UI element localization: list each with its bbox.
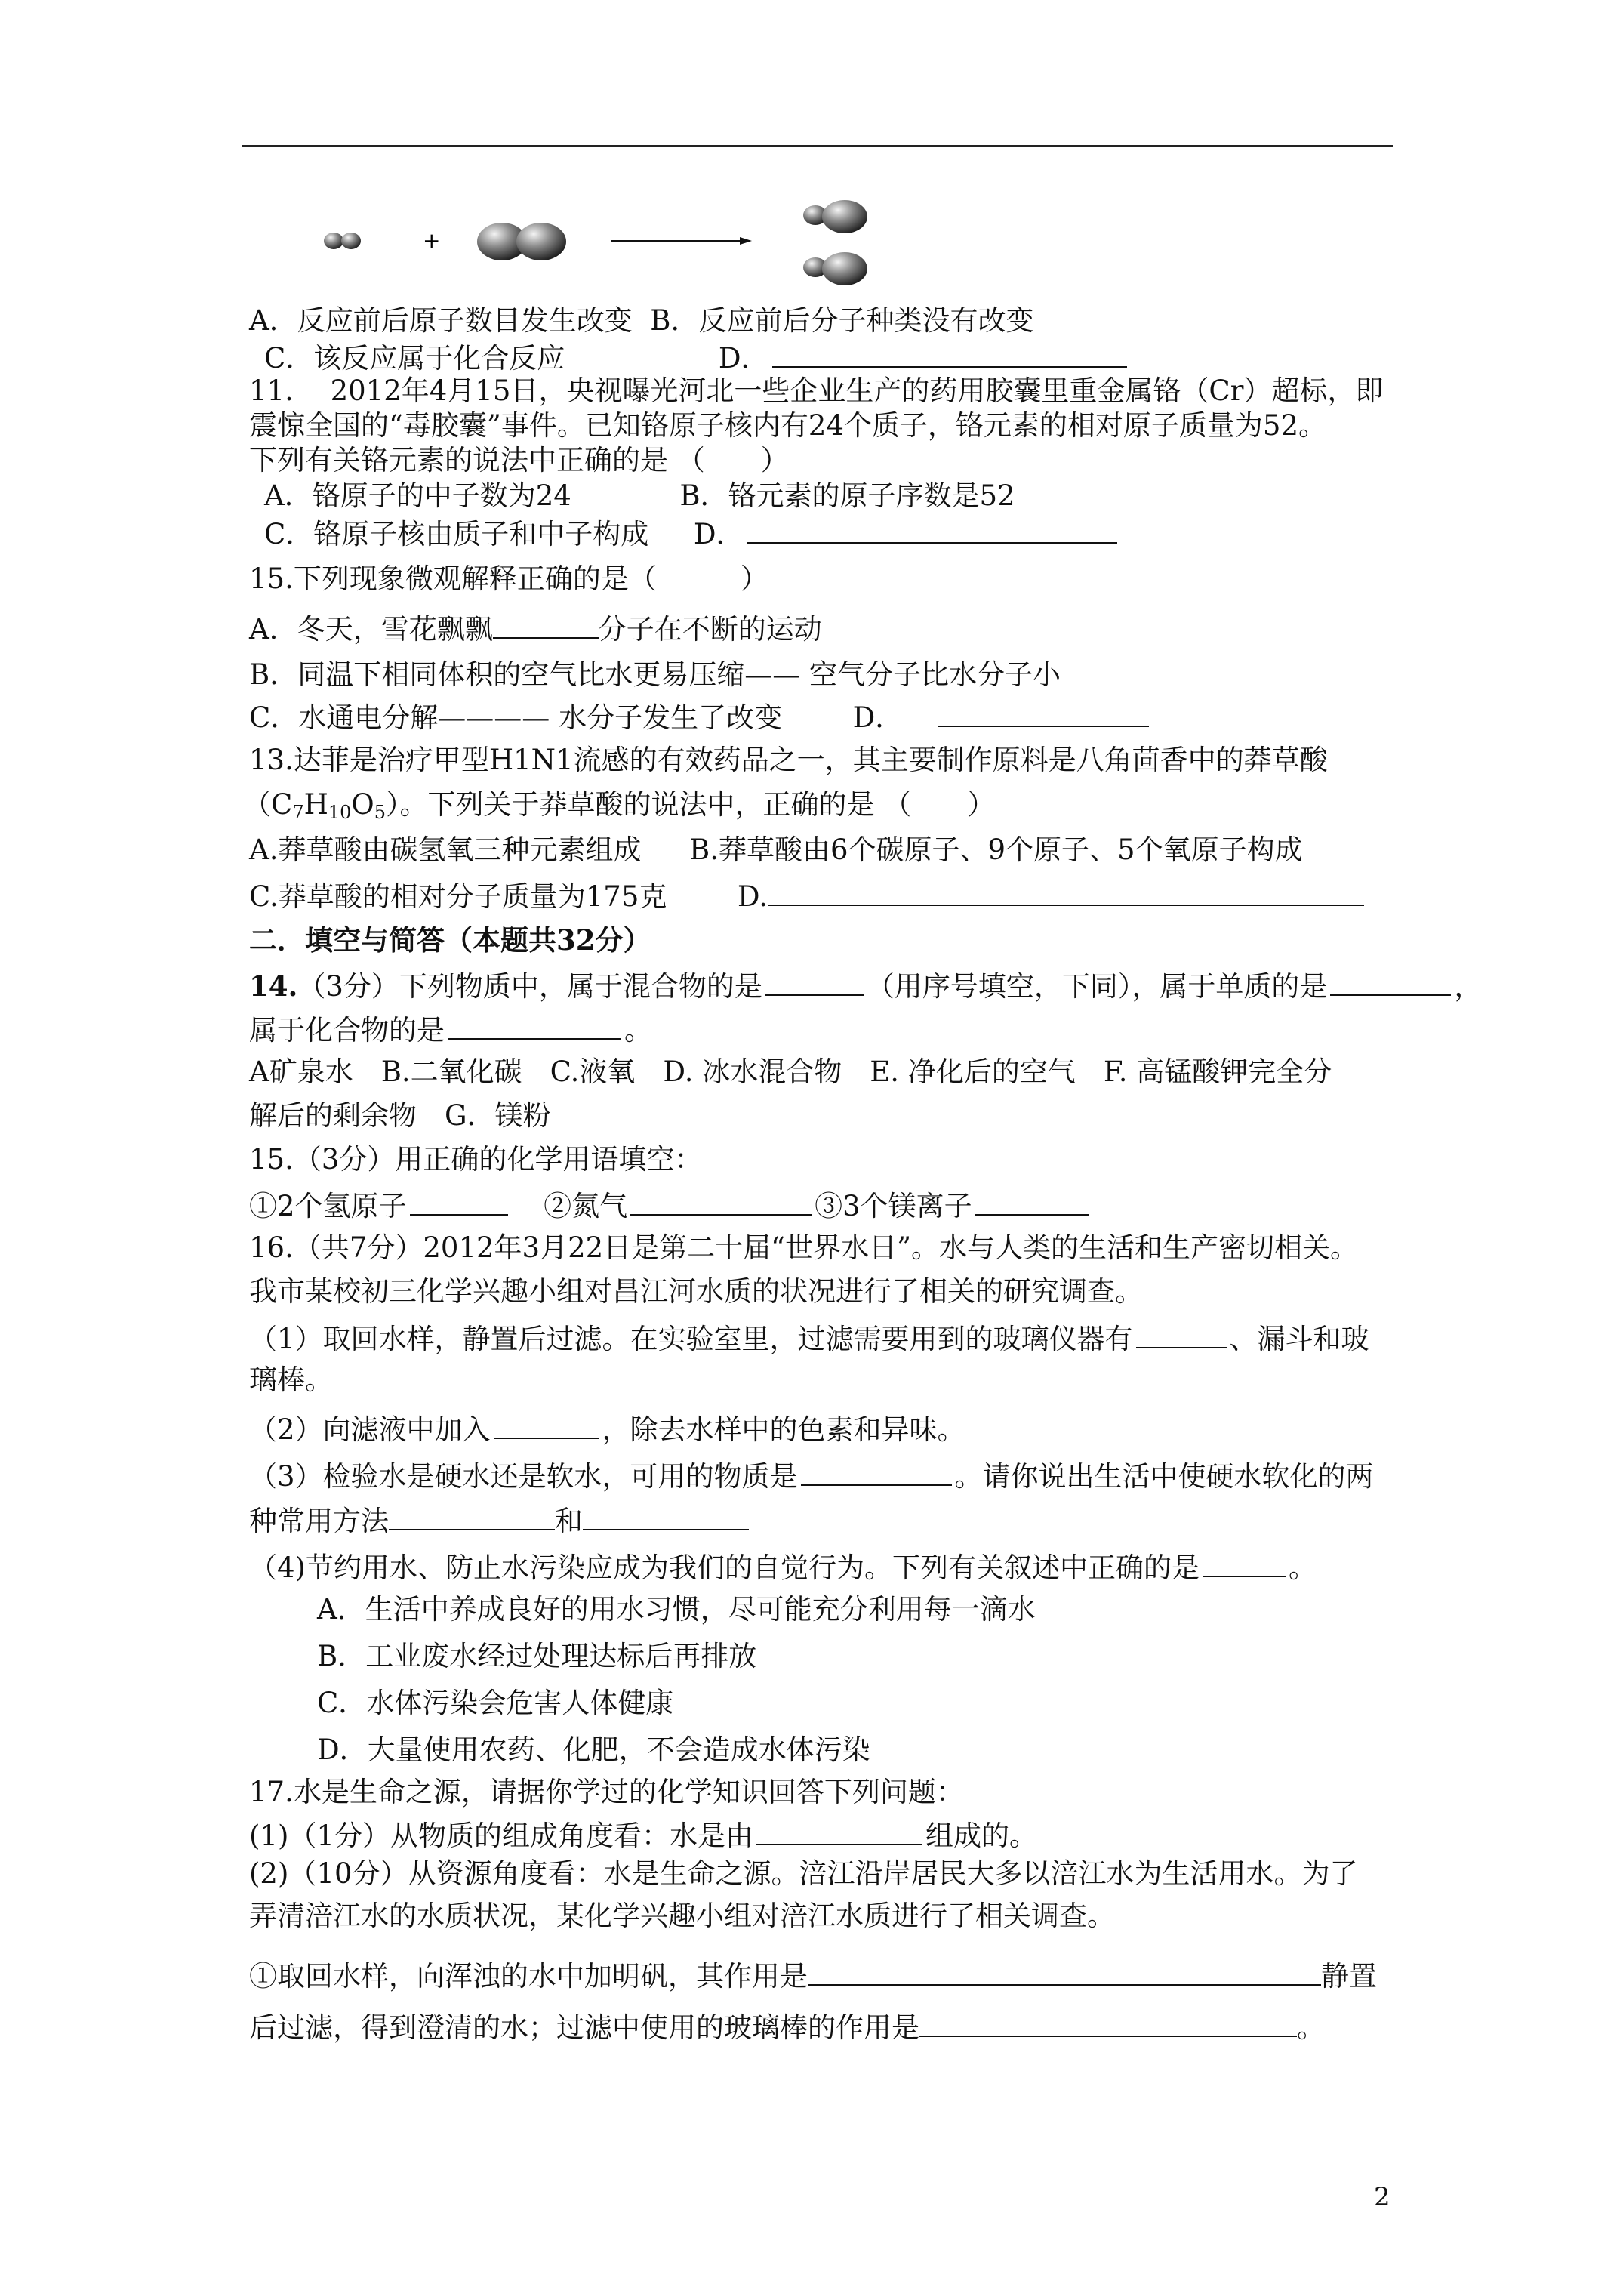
q13-line2 — [243, 788, 995, 829]
q17-s1-text: (1)（1分）从物质的组成角度看：水是由 — [249, 1820, 753, 1852]
q15b-blank-3[interactable] — [975, 1187, 1089, 1216]
q17-c1-end: 。 — [1297, 2011, 1325, 2044]
q11-blank-d[interactable] — [747, 515, 1117, 544]
q17-s1-line — [249, 1817, 1037, 1853]
q16-blank-3[interactable] — [801, 1457, 952, 1486]
q15a-option-a — [249, 610, 822, 646]
header-rule — [242, 145, 1393, 147]
q13-formula-o: O — [351, 788, 374, 821]
q13-blank-d[interactable] — [768, 877, 1364, 906]
q13-line1: 13.达菲是治疗甲型H1N1流感的有效药品之一，其主要制作原料是八角茴香中的莽草酸 — [249, 744, 1328, 776]
q11-ab-line — [264, 479, 1015, 513]
plus-sign: + — [423, 228, 441, 253]
q11-option-a: A．铬原子的中子数为24 — [264, 479, 571, 512]
q16-s2-text-b: ，除去水样中的色素和异味。 — [602, 1413, 965, 1446]
product-molecule-1 — [803, 200, 867, 233]
q17-stem: 17.水是生命之源，请据你学过的化学知识回答下列问题： — [249, 1776, 964, 1808]
q16-option-d: D．大量使用农药、化肥，不会造成水体污染 — [317, 1734, 870, 1766]
q10-option-a-line — [249, 304, 1033, 337]
q13-formula-post: ）。下列关于莽草酸的说法中，正确的是 （ ） — [386, 788, 996, 821]
q15b-part-1: ①2个氢原子 — [249, 1190, 407, 1222]
q16-s1-line — [249, 1320, 1369, 1356]
q14-text-4: 属于化合物的是 — [249, 1014, 445, 1046]
q13-formula-h: H — [303, 788, 328, 821]
q17-c1-line — [249, 1957, 1377, 1993]
q11-cd-line — [264, 515, 1120, 551]
q14-number: 14. — [249, 969, 298, 1003]
q16-s3-text-d: 和 — [555, 1505, 583, 1537]
q15a-option-d: D． — [852, 701, 904, 734]
q16-line1: 16.（共7分）2012年3月22日是第二十届“世界水日”。水与人类的生活和生产密切相关。 — [249, 1231, 1358, 1264]
large-molecule — [477, 223, 566, 260]
q16-blank-4[interactable] — [389, 1502, 555, 1530]
q14-options-1: A矿泉水 B.二氧化碳 C.液氧 D. 冰水混合物 E. 净化后的空气 F. 高锰酸钾完全分 — [249, 1056, 1332, 1088]
q16-s1-text: （1）取回水样，静置后过滤。在实验室里，过滤需要用到的玻璃仪器有 — [249, 1323, 1133, 1355]
q11-option-d: D． — [693, 518, 744, 550]
q15b-blank-1[interactable] — [410, 1187, 508, 1216]
q15a-option-b: B．同温下相同体积的空气比水更易压缩—— 空气分子比水分子小 — [249, 658, 1061, 691]
q14-text-1: （3分）下列物质中，属于混合物的是 — [297, 970, 762, 1003]
small-molecule — [324, 233, 361, 249]
section2-title: 二．填空与简答（本题共32分） — [249, 923, 651, 957]
q17-c1-cont — [249, 2008, 1325, 2045]
q15a-option-c: C．水通电分解———— 水分子发生了改变 — [249, 701, 783, 734]
q16-s3-line — [249, 1457, 1374, 1493]
q10-blank-d[interactable] — [772, 339, 1127, 368]
q17-blank-1[interactable] — [756, 1817, 922, 1845]
q14-blank-mixture[interactable] — [765, 967, 864, 996]
q16-option-b: B．工业废水经过处理达标后再排放 — [317, 1640, 757, 1672]
q16-option-a: A．生活中养成良好的用水习惯，尽可能充分利用每一滴水 — [317, 1593, 1036, 1626]
q16-s4-end: 。 — [1288, 1552, 1317, 1584]
q15a-option-a-explain: 分子在不断的运动 — [598, 613, 822, 646]
q15b-blank-2[interactable] — [630, 1187, 812, 1216]
q13-option-c: C.莽草酸的相对分子质量为175克 — [249, 880, 667, 913]
q16-s3-cont — [249, 1502, 749, 1538]
q17-s2-line2: 弄清涪江水的水质状况，某化学兴趣小组对涪江水质进行了相关调查。 — [249, 1900, 1115, 1932]
q13-cd-line — [249, 877, 1364, 914]
q13-formula-c: （C — [243, 788, 293, 821]
q16-option-c: C．水体污染会危害人体健康 — [317, 1687, 674, 1719]
q15b-part-3: ③3个镁离子 — [815, 1190, 972, 1222]
q17-s2-line1: (2)（10分）从资源角度看：水是生命之源。涪江沿岸居民大多以涪江水为生活用水。为了 — [249, 1857, 1358, 1890]
reaction-diagram — [317, 200, 891, 291]
q16-blank-6[interactable] — [1203, 1549, 1286, 1577]
q10-option-b: B．反应前后分子种类没有改变 — [650, 304, 1034, 337]
q10-option-c: C．该反应属于化合反应 — [264, 342, 565, 374]
q16-s2-text: （2）向滤液中加入 — [249, 1413, 491, 1446]
q15b-line — [249, 1187, 1092, 1223]
product-molecule-2 — [803, 252, 867, 285]
q15b-part-2: ②氮气 — [544, 1190, 628, 1222]
q14-line2 — [249, 1011, 652, 1047]
q11-line1: 11. 2012年4月15日，央视曝光河北一些企业生产的药用胶囊里重金属铬（Cr）超标，即 — [249, 374, 1384, 407]
q15a-stem: 15.下列现象微观解释正确的是（ ） — [249, 562, 768, 595]
q16-blank-5[interactable] — [583, 1502, 749, 1530]
q16-s2-line — [249, 1410, 965, 1447]
q15a-cd-line — [249, 698, 1152, 735]
q14-text-3: ， — [1454, 970, 1483, 1003]
q16-s1-cont: 璃棒。 — [249, 1364, 333, 1396]
q15a-underline — [493, 610, 599, 639]
q13-option-a: A.莽草酸由碳氢氧三种元素组成 — [249, 834, 642, 866]
q10-option-d: D． — [718, 342, 769, 374]
q15a-option-a-text: A．冬天，雪花飘飘 — [249, 613, 493, 646]
reaction-arrow — [611, 237, 752, 245]
q14-text-2: （用序号填空，下同），属于单质的是 — [866, 970, 1328, 1003]
q11-line2: 震惊全国的“毒胶囊”事件。已知铬原子核内有24个质子，铬元素的相对原子质量为52。 — [249, 409, 1326, 442]
q16-blank-2[interactable] — [494, 1410, 599, 1439]
q17-blank-3[interactable] — [919, 2008, 1297, 2037]
q14-options-2: 解后的剩余物 G．镁粉 — [249, 1099, 551, 1132]
q10-option-c-line — [264, 339, 1130, 375]
q10-option-a: A．反应前后原子数目发生改变 — [249, 304, 633, 337]
q11-line3: 下列有关铬元素的说法中正确的是 （ ） — [249, 444, 789, 476]
q16-s3-text-c: 种常用方法 — [249, 1505, 389, 1537]
q17-blank-2[interactable] — [808, 1957, 1321, 1986]
q14-line1 — [249, 967, 1482, 1003]
q16-s1-text-b: 、漏斗和玻 — [1229, 1323, 1369, 1355]
q17-c1-text-c: 后过滤，得到澄清的水；过滤中使用的玻璃棒的作用是 — [249, 2011, 919, 2044]
q16-blank-1[interactable] — [1136, 1320, 1227, 1348]
q11-option-b: B．铬元素的原子序数是52 — [679, 479, 1015, 512]
q17-c1-text-b: 静置 — [1321, 1960, 1377, 1992]
q14-text-5: 。 — [624, 1014, 652, 1046]
q16-s3-text: （3）检验水是硬水还是软水，可用的物质是 — [249, 1460, 798, 1493]
q14-blank-compound[interactable] — [448, 1011, 621, 1040]
q14-blank-element[interactable] — [1330, 967, 1451, 996]
q15a-blank-d[interactable] — [938, 698, 1149, 727]
q16-s3-text-b: 。请你说出生活中使硬水软化的两 — [954, 1460, 1374, 1493]
q13-ab-line — [249, 834, 1303, 867]
q16-line2: 我市某校初三化学兴趣小组对昌江河水质的状况进行了相关的研究调查。 — [249, 1275, 1143, 1308]
q16-s4-text: （4)节约用水、防止水污染应成为我们的自觉行为。下列有关叙述中正确的是 — [249, 1552, 1200, 1584]
q13-option-b: B.莽草酸由6个碳原子、9个原子、5个氧原子构成 — [689, 834, 1303, 866]
q11-option-c: C．铬原子核由质子和中子构成 — [264, 518, 649, 550]
q13-sub-5: 5 — [374, 802, 387, 823]
q16-s4-line — [249, 1549, 1317, 1585]
q13-sub-7: 7 — [292, 802, 304, 823]
q17-c1-text: ①取回水样，向浑浊的水中加明矾，其作用是 — [249, 1960, 808, 1992]
q15b-stem: 15.（3分）用正确的化学用语填空： — [249, 1143, 703, 1176]
q13-sub-10: 10 — [328, 802, 352, 823]
q17-s1-text-b: 组成的。 — [925, 1820, 1037, 1852]
page-number: 2 — [1374, 2182, 1390, 2212]
q13-option-d: D. — [737, 880, 768, 913]
